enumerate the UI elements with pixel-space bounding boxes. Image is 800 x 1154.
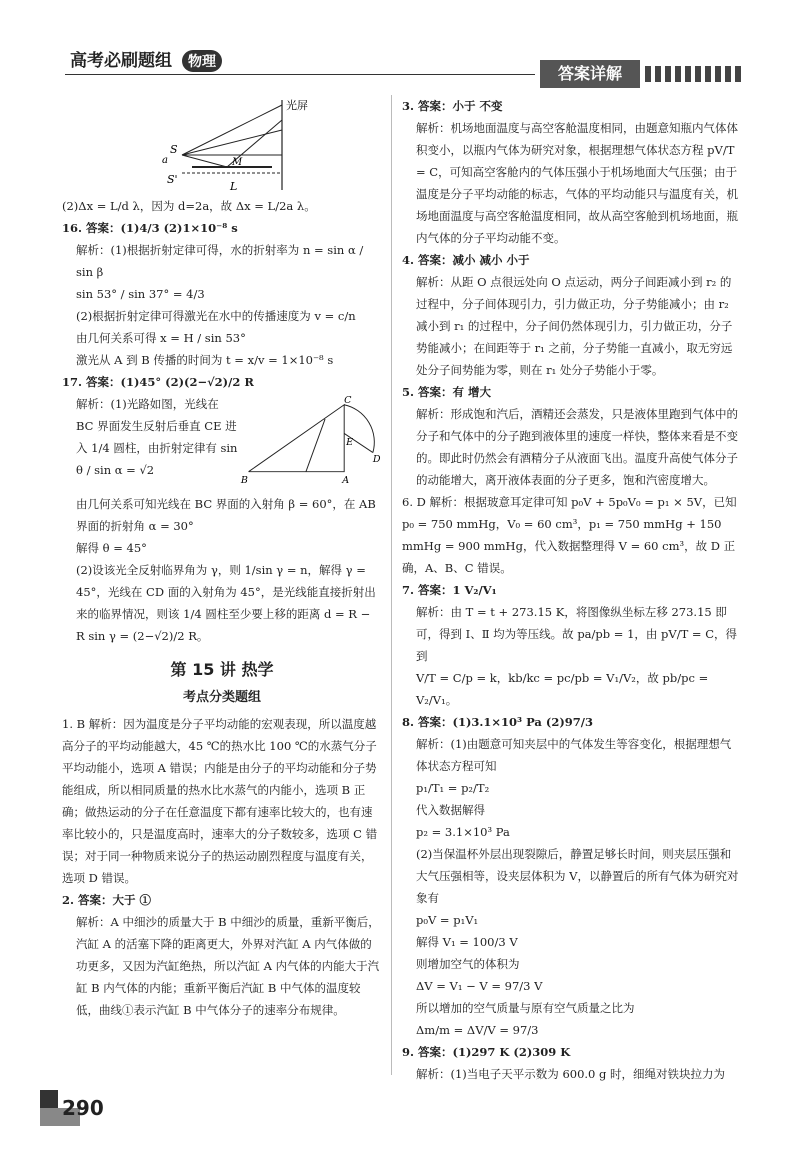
q17-analysis-2: 由几何关系可知光线在 BC 界面的入射角 β = 60°，在 AB 界面的折射角 α = 30° <box>76 497 376 533</box>
q8-analysis-5: (2)当保温杯外层出现裂隙后，静置足够长时间，则夹层压强和大气压强相等，设夹层体积为 V，以静置后的所有气体为研究对象有 <box>416 847 739 905</box>
svg-text:D: D <box>372 454 381 466</box>
q16-analysis-3: (2)根据折射定律可得激光在水中的传播速度为 v = c/n <box>76 309 356 323</box>
q9-answer: 9. 答案：(1)297 K (2)309 K <box>402 1045 571 1059</box>
q2-analysis: 解析：A 中细沙的质量大于 B 中细沙的质量，重新平衡后，汽缸 A 的活塞下降的距离更大，外界对汽缸 A 内气体做的功更多，又因为汽缸绝热，所以汽缸 A 内气体的内能大于汽缸 B 内气体的内能；重新平衡后汽缸 B 中气体的温度较低，曲线①表示汽缸 B 中气体分子的速率分布规律。 <box>76 915 380 1017</box>
q8-analysis-1: 解析：(1)由题意可知夹层中的气体发生等容变化，根据理想气体状态方程可知 <box>416 737 732 773</box>
q3-analysis: 解析：机场地面温度与高空客舱温度相同，由题意知瓶内气体体积变小，以瓶内气体为研究对象，根据理想气体状态方程 pV/T = C，可知高空客舱内的气体压强小于机场地面大气压强；由于温度是分子平均动能的标志，气体的平均动能只与温度有关，机场地面温度与高空客舱温度相同，故从高空客舱到机场地面，瓶内气体的分子平均动能不变。 <box>416 121 738 245</box>
q8-analysis-3: 代入数据解得 <box>416 803 485 817</box>
answer-label: 答案详解 <box>540 60 640 88</box>
svg-text:C: C <box>343 394 352 406</box>
q7-answer: 7. 答案：1 V₂/V₁ <box>402 583 497 597</box>
double-slit-diagram <box>62 95 322 195</box>
q16-answer: 16. 答案：(1)4/3 (2)1×10⁻⁸ s <box>62 221 238 235</box>
subsection-title: 考点分类题组 <box>182 690 261 705</box>
q6-analysis: 6. D 解析：根据玻意耳定律可知 p₀V + 5p₀V₀ = p₁ × 5V，已知 p₀ = 750 mmHg，V₀ = 60 cm³，p₁ = 750 mmHg + 150 mmHg = 900 mmHg，代入数据整理得 V = 60 cm³，故 D 正确，A、B、C 错误。 <box>402 495 737 575</box>
q4-answer: 4. 答案：减小 减小 小于 <box>402 253 530 267</box>
q8-answer: 8. 答案：(1)3.1×10³ Pa (2)97/3 <box>402 715 593 729</box>
left-column <box>62 95 382 1021</box>
prism-diagram <box>239 393 382 493</box>
header-rule <box>65 74 535 75</box>
svg-text:S: S <box>170 143 178 156</box>
q15-part2: (2)Δx = L/d λ，因为 d=2a，故 Δx = L/2a λ。 <box>62 199 316 213</box>
svg-text:E: E <box>345 436 353 448</box>
q17-analysis-4: (2)设该光全反射临界角为 γ，则 1/sin γ = n，解得 γ = 45°，光线在 CD 面的入射角为 45°，是光线能直接折射出来的临界情况，则该 1/4 圆柱至少要上移的距离 d = R − R sin γ = (2−√2)/2 R。 <box>76 563 376 643</box>
q1-analysis: 1. B 解析：因为温度是分子平均动能的宏观表现，所以温度越高分子的平均动能越大，45 ℃的热水比 100 ℃的水蒸气分子平均动能小，选项 A 错误；内能是由分子的平均动能和分子势能组成，所以相同质量的热水比水蒸气的内能小，选项 B 正确；做热运动的分子在任意温度下都有速率比较大的，也有速率比较小的，只是温度高时，速率大的分子数较多，选项 C 错误；对于同一种物质来说分子的热运动剧烈程度与温度有关，选项 D 错误。 <box>62 717 378 885</box>
svg-text:A: A <box>341 475 349 487</box>
q8-analysis-2: p₁/T₁ = p₂/T₂ <box>416 781 490 795</box>
q17-analysis-3: 解得 θ = 45° <box>76 541 147 555</box>
svg-text:B: B <box>240 475 248 487</box>
q5-answer: 5. 答案：有 增大 <box>402 385 492 399</box>
q8-analysis-7: 解得 V₁ = 100/3 V <box>416 935 518 949</box>
q16-analysis-5: 激光从 A 到 B 传播的时间为 t = x/v = 1×10⁻⁸ s <box>76 353 334 367</box>
q8-analysis-4: p₂ = 3.1×10³ Pa <box>416 825 510 839</box>
svg-text:L: L <box>230 180 238 193</box>
q7-analysis-2: V/T = C/p = k，kb/kc = pc/pb = V₁/V₂，故 pb/pc = V₂/V₁。 <box>416 671 709 707</box>
svg-text:S': S' <box>167 173 178 186</box>
q4-analysis: 解析：从距 O 点很远处向 O 点运动，两分子间距减小到 r₂ 的过程中，分子间体现引力，引力做正功，分子势能减小；由 r₂ 减小到 r₁ 的过程中，分子间仍然体现引力，引力做正功，分子势能减小；在间距等于 r₁ 之前，分子势能一直减小，取无穷远处分子间势能为零，则在 r₁ 处分子势能小于零。 <box>416 275 733 377</box>
right-column <box>402 95 742 1085</box>
q9-analysis: 解析：(1)当电子天平示数为 600.0 g 时，细绳对铁块拉力为 <box>416 1067 726 1081</box>
q2-answer: 2. 答案：大于 ① <box>62 893 152 907</box>
q3-answer: 3. 答案：小于 不变 <box>402 99 503 113</box>
q8-analysis-9: ΔV = V₁ − V = 97/3 V <box>416 979 543 993</box>
q5-analysis: 解析：形成饱和汽后，酒精还会蒸发，只是液体里跑到气体中的分子和气体中的分子跑到液体里的速度一样快，整体来看是不变的。即此时仍然会有酒精分子从液面飞出。温度升高使气体分子的动能增大，离开液体表面的分子更多，饱和汽密度增大。 <box>416 407 738 487</box>
q16-analysis-1: 解析：(1)根据折射定律可得，水的折射率为 n = sin α / sin β <box>76 243 364 279</box>
q8-analysis-8: 则增加空气的体积为 <box>416 957 520 971</box>
q8-analysis-6: p₀V = p₁V₁ <box>416 913 479 927</box>
q8-analysis-11: Δm/m = ΔV/V = 97/3 <box>416 1023 539 1037</box>
header-title: 高考必刷题组 物理 <box>70 46 222 72</box>
q17-analysis-1: 解析：(1)光路如图，光线在 BC 界面发生反射后垂直 CE 进入 1/4 圆柱，由折射定律有 sin θ / sin α = √2 <box>76 397 238 477</box>
header-decoration <box>645 66 745 82</box>
page-number: 290 <box>62 1096 104 1120</box>
q16-analysis-4: 由几何关系可得 x = H / sin 53° <box>76 331 246 345</box>
q16-analysis-2: sin 53° / sin 37° = 4/3 <box>76 287 205 301</box>
section-title: 第 15 讲 热学 <box>170 660 274 679</box>
q17-answer: 17. 答案：(1)45° (2)(2−√2)/2 R <box>62 375 254 389</box>
svg-text:M: M <box>232 157 243 168</box>
screen-label: 光屏 <box>286 99 308 112</box>
q7-analysis-1: 解析：由 T = t + 273.15 K，将图像纵坐标左移 273.15 即可，得到 Ⅰ、Ⅱ 均为等压线。故 pa/pb = 1，由 pV/T = C，得到 <box>416 605 738 663</box>
svg-text:a: a <box>162 155 168 166</box>
q8-analysis-10: 所以增加的空气质量与原有空气质量之比为 <box>416 1001 635 1015</box>
page-corner-block <box>40 1090 58 1108</box>
column-divider <box>391 95 392 1075</box>
subject-badge: 物理 <box>182 50 222 72</box>
